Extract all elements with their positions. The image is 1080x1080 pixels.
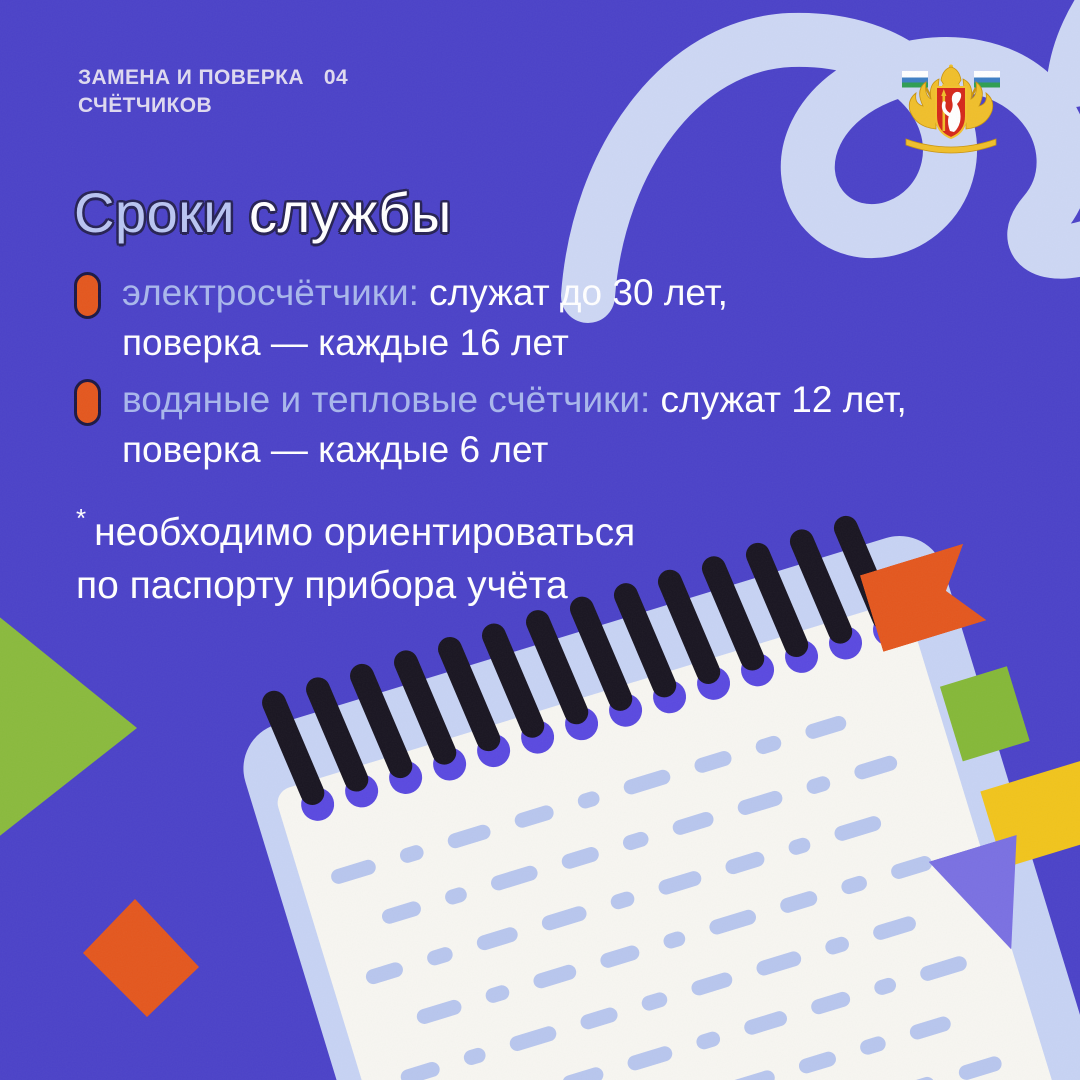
bullet-text	[122, 375, 907, 475]
note-dash	[918, 954, 968, 982]
header-line1: ЗАМЕНА И ПОВЕРКА	[78, 66, 304, 89]
title-highlight: Сроки	[74, 181, 236, 244]
note-dash	[871, 914, 917, 941]
footnote-line1: необходимо ориентироваться	[94, 511, 636, 554]
note-dash	[626, 1044, 674, 1072]
note-dash	[908, 1015, 953, 1042]
bullet1-line2: поверка — каждые 16 лет	[122, 322, 569, 363]
footnote-asterisk: *	[76, 503, 87, 533]
title-rest: службы	[249, 181, 452, 244]
note-dash	[599, 944, 642, 970]
bullet1-highlight: электросчётчики:	[122, 272, 419, 313]
note-dash	[532, 963, 578, 990]
note-dash	[662, 930, 687, 951]
note-dash	[833, 814, 883, 842]
note-line	[347, 839, 983, 1046]
note-dash	[609, 890, 636, 911]
note-dash	[889, 854, 934, 881]
note-dash	[425, 945, 454, 967]
note-dash	[708, 908, 758, 936]
coat-of-arms-sverdlovsk-region	[892, 62, 1010, 164]
note-dash	[489, 864, 539, 892]
note-dash	[872, 976, 897, 997]
note-dash	[909, 1075, 936, 1080]
note-dash	[484, 983, 511, 1004]
note-dash	[579, 1006, 620, 1031]
note-dash	[957, 1055, 1003, 1080]
note-dash	[853, 754, 899, 781]
page-title	[74, 180, 452, 245]
green-triangle-shape	[0, 585, 137, 842]
bullet-item-water-heat-meters	[74, 375, 907, 475]
note-dash	[805, 774, 832, 795]
note-dash	[415, 998, 463, 1026]
note-dash	[508, 1024, 558, 1052]
footnote	[76, 492, 635, 612]
bullet-marker-icon	[74, 272, 101, 319]
note-dash	[755, 950, 803, 978]
note-dash	[787, 836, 812, 857]
note-dash	[561, 1065, 606, 1080]
note-dash	[364, 960, 405, 985]
page-number: 04	[323, 66, 349, 89]
orange-diamond-shape	[83, 899, 199, 1017]
bullet-item-electric-meters	[74, 268, 728, 368]
note-dash	[640, 991, 669, 1013]
bullet2-line2: поверка — каждые 6 лет	[122, 429, 549, 470]
emblem-crown	[941, 65, 961, 89]
emblem-base-ribbon	[906, 139, 996, 153]
note-dash	[560, 845, 601, 870]
note-dash	[462, 1046, 487, 1067]
bullet2-rest: служат 12 лет,	[650, 379, 907, 420]
note-dash	[858, 1035, 887, 1057]
bullet1-rest: служат до 30 лет,	[418, 272, 728, 313]
note-dash	[823, 935, 850, 956]
note-dash	[797, 1050, 838, 1075]
bullet-marker-icon	[74, 379, 101, 426]
note-dash	[690, 971, 735, 998]
note-dash	[540, 904, 588, 932]
note-dash	[809, 990, 852, 1016]
note-dash	[742, 1009, 788, 1036]
note-dash	[695, 1030, 722, 1051]
emblem-shield	[936, 87, 966, 138]
note-dash	[840, 874, 869, 896]
note-dash	[671, 810, 716, 837]
bullet2-highlight: водяные и тепловые счётчики:	[122, 379, 651, 420]
note-dash	[657, 869, 703, 896]
note-dash	[621, 830, 650, 852]
note-dash	[399, 1060, 442, 1080]
header-line2: СЧЁТЧИКОВ	[78, 94, 213, 117]
note-dash	[380, 900, 423, 926]
note-dash	[443, 886, 468, 907]
bullet-text	[122, 268, 728, 368]
footnote-line2: по паспорту прибора учёта	[76, 564, 568, 607]
note-dash	[726, 1068, 776, 1080]
note-dash	[778, 889, 819, 914]
note-dash	[724, 850, 767, 876]
note-dash	[475, 925, 520, 952]
header	[78, 64, 348, 120]
note-dash	[736, 789, 784, 817]
